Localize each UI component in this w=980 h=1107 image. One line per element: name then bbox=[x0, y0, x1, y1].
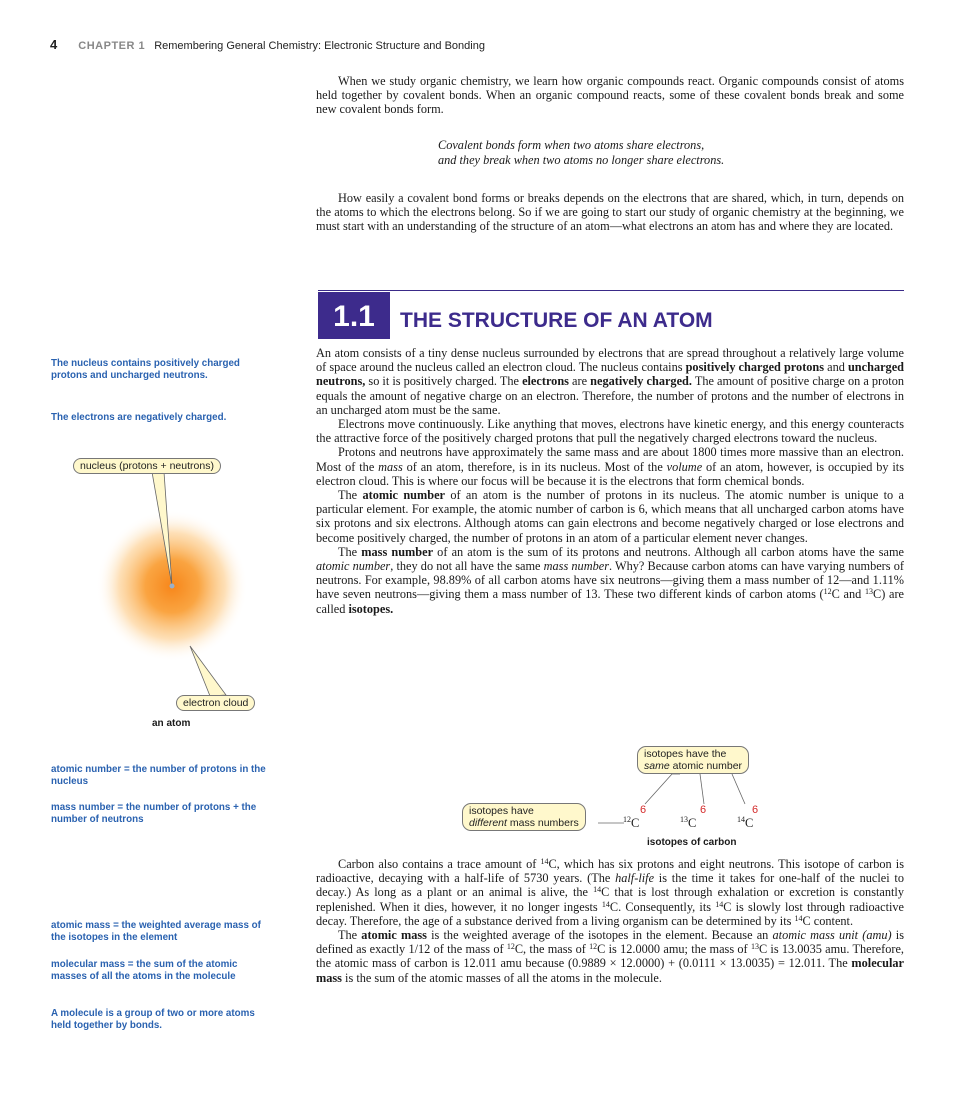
key-quote: Covalent bonds form when two atoms share electrons, and they break when two atoms no longer share electrons. bbox=[438, 138, 725, 167]
different-mass-numbers-label: isotopes have different mass numbers bbox=[462, 803, 586, 831]
section-title: THE STRUCTURE OF AN ATOM bbox=[400, 309, 713, 332]
intro-paragraph-2: How easily a covalent bond forms or breaks depends on the electrons that are shared, which, in turn, depends on the atoms to which the electrons belong. So if we are going to start our study of organic chemistry at the beginning, we must start with an understanding of the structure of an atom—what electrons an atom has and where they are located. bbox=[316, 191, 904, 234]
isotope-c13: $^{13}$C bbox=[680, 815, 697, 830]
margin-note-atomic-number: atomic number = the number of protons in the nucleus bbox=[51, 764, 266, 787]
margin-note-mass-number: mass number = the number of protons + the number of neutrons bbox=[51, 802, 257, 825]
atomic-number-c14: 6 bbox=[752, 804, 759, 816]
body-paragraph-5: The mass number of an atom is the sum of its protons and neutrons. Although all carbon atoms have the same atomic number, they do not all have the same mass number. Why? Because carbon atoms can have varying numbers of neutrons. For example, 98.89% of all carbon atoms have six neutrons—giving them a mass number of 12—and 1.11% have seven neutrons—giving them a mass number of 13. These two different kinds of carbon atoms ($^{12}$C and $^{13}$C) are called isotopes. bbox=[316, 544, 904, 616]
section-body-continued bbox=[316, 857, 904, 985]
running-header bbox=[50, 37, 485, 52]
atomic-number-c12: 6 bbox=[640, 804, 647, 816]
section-number: 1.1 bbox=[318, 292, 390, 339]
electron-cloud-label: electron cloud bbox=[176, 695, 255, 711]
body-paragraph-1: An atom consists of a tiny dense nucleus surrounded by electrons that are spread throughout a relatively large volume of space around the nucleus called an electron cloud. The nucleus contains positively charged protons and uncharged neutrons, so it is positively charged. The electrons are negatively charged. The amount of positive charge on a proton equals the amount of negative charge on an electron. Therefore, the number of protons and the number of electrons in an uncharged atom must be the same. bbox=[316, 346, 904, 417]
body-paragraph-6: Carbon also contains a trace amount of $^{14}$C, which has six protons and eight neutrons. This isotope of carbon is radioactive, decaying with a half-life of 5730 years. (The half-life is the time it takes for one-half of the nuclei to decay.) As long as a plant or an animal is alive, the $^{14}$C that is lost through exhalation or excretion is constantly replenished. When it dies, however, it no longer ingests $^{14}$C. Consequently, its $^{14}$C is slowly lost through radioactive decay. Therefore, the age of a substance derived from a living organism can be determined by its $^{14}$C content. bbox=[316, 857, 905, 928]
section-body bbox=[316, 346, 904, 616]
isotope-c12: $^{12}$C bbox=[623, 815, 640, 830]
isotope-caption: isotopes of carbon bbox=[647, 837, 737, 848]
body-paragraph-2: Electrons move continuously. Like anything that moves, electrons have kinetic energy, and this energy counteracts the attractive force of the positively charged protons that pull the negatively charged electrons toward the nucleus. bbox=[316, 417, 904, 446]
nucleus-dot bbox=[170, 584, 175, 589]
atom-illustration bbox=[40, 450, 290, 720]
chapter-title: Remembering General Chemistry: Electronic Structure and Bonding bbox=[154, 40, 485, 52]
margin-note-electrons: The electrons are negatively charged. bbox=[51, 412, 227, 423]
section-rule bbox=[318, 290, 904, 291]
atomic-number-c13: 6 bbox=[700, 804, 707, 816]
nucleus-label: nucleus (protons + neutrons) bbox=[73, 458, 221, 474]
body-paragraph-7: The atomic mass is the weighted average of the isotopes in the element. Because an atomic mass unit (amu) is defined as exactly 1/12 of the mass of $^{12}$C, the mass of $^{12}$C is 12.0000 amu; the mass of $^{13}$C is 13.0035 amu. Therefore, the atomic mass of carbon is 12.011 amu because (0.9889 × 12.0000) + (0.0111 × 13.0035) = 12.011. The molecular mass is the sum of the atomic masses of all the atoms in the molecule. bbox=[316, 928, 905, 985]
isotope-c14: $^{14}$C bbox=[737, 815, 754, 830]
margin-note-molecular-mass: molecular mass = the sum of the atomic masses of all the atoms in the molecule bbox=[51, 959, 238, 982]
margin-note-nucleus: The nucleus contains positively charged protons and uncharged neutrons. bbox=[51, 358, 240, 381]
atom-caption: an atom bbox=[152, 718, 191, 729]
margin-note-molecule: A molecule is a group of two or more atoms held together by bonds. bbox=[51, 1008, 255, 1031]
chapter-label: CHAPTER 1 bbox=[78, 40, 146, 52]
margin-note-atomic-mass: atomic mass = the weighted average mass of the isotopes in the element bbox=[51, 920, 261, 943]
body-paragraph-4: The atomic number of an atom is the number of protons in its nucleus. The atomic number is unique to a particular element. For example, the atomic number of carbon is 6, which means that all uncharged carbon atoms have six protons and six electrons. Although atoms can gain electrons and become negatively charged or lose electrons and become positively charged, the number of protons in an atom of a particular element never changes. bbox=[316, 488, 904, 545]
same-atomic-number-label: isotopes have the same atomic number bbox=[637, 746, 749, 774]
body-paragraph-3: Protons and neutrons have approximately the same mass and are about 1800 times more massive than an electron. Most of the mass of an atom, therefore, is in its nucleus. Most of the volume of an atom, however, is occupied by its electron cloud. This is where our focus will be because it is the electrons that form chemical bonds. bbox=[316, 445, 904, 488]
cloud-pointer bbox=[190, 646, 226, 696]
intro-paragraph-1: When we study organic chemistry, we learn how organic compounds react. Organic compounds consist of atoms held together by covalent bonds. When an organic compound reacts, some of these covalent bonds break and some new covalent bonds form. bbox=[316, 74, 904, 117]
page-number: 4 bbox=[50, 37, 58, 52]
